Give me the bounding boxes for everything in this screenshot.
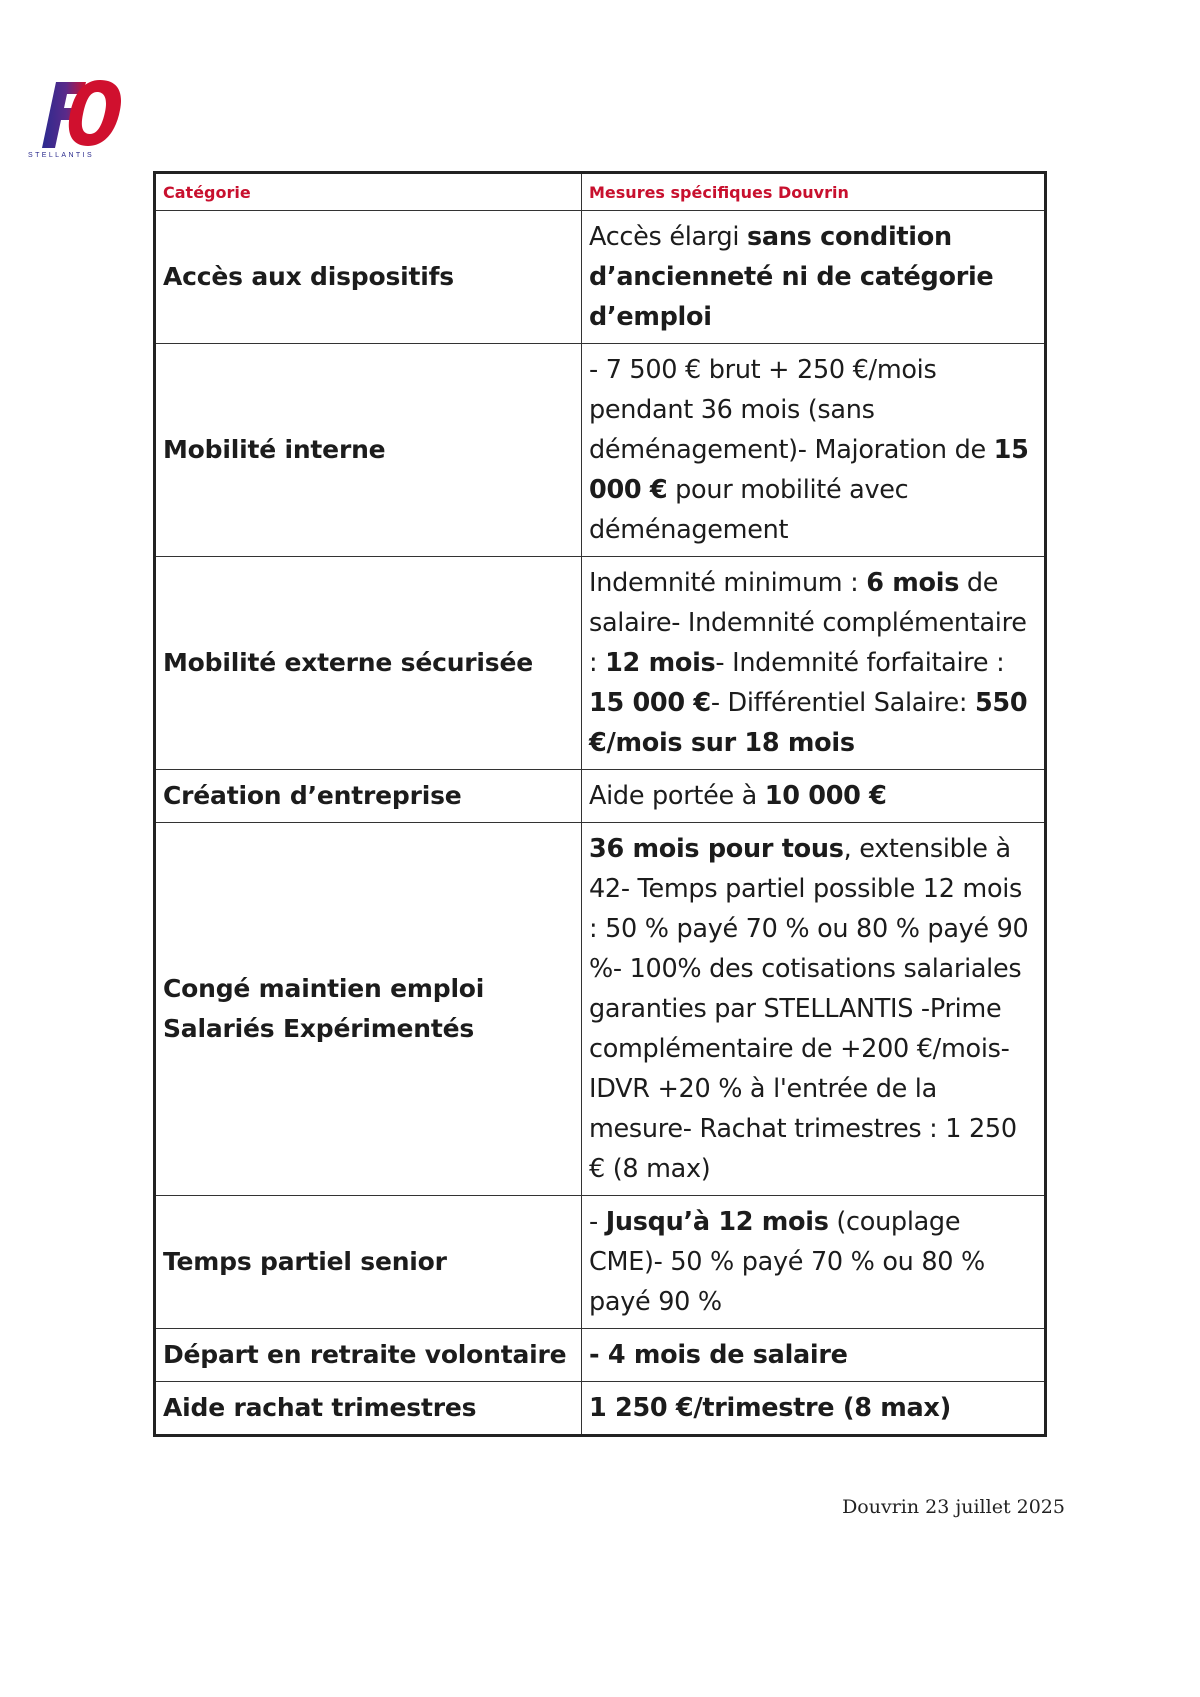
measure-text: de salaire- Indemnité complémentaire : [589,568,1027,678]
measure-cell [582,1329,1046,1382]
measure-bold-text: 36 mois pour tous [589,834,844,864]
category-cell: Mobilité interne [155,344,582,557]
measure-text: Indemnité minimum : [589,568,867,598]
measure-text: - [589,1207,606,1237]
measure-text: - 7 500 € brut + 250 €/mois pendant 36 mois (sans déménagement)- Majoration de [589,355,994,465]
measure-bold-text: 6 mois [866,568,960,598]
measure-text: , extensible à 42- Temps partiel possible 12 mois : 50 % payé 70 % ou 80 % payé 90 %- 100% des cotisations salariales garanties par STELLANTIS -Prime complémentaire de +200 €/mois- IDVR +20 % à l'entrée de la mesure- Rachat trimestres : 1 250 € (8 max) [589,834,1029,1184]
measures-table [153,171,1047,1437]
measure-cell [582,823,1046,1196]
table-row [155,1382,1046,1436]
measure-bold-text: 15 000 € [589,688,711,718]
category-cell: Départ en retraite volontaire [155,1329,582,1382]
measure-bold-text: 10 000 € [764,781,887,811]
table-row [155,1196,1046,1329]
fo-logo-icon [30,76,124,150]
measure-cell [582,770,1046,823]
fo-stellantis-logo [28,74,124,170]
measure-bold-text: 1 250 €/trimestre (8 max) [589,1393,951,1423]
measure-cell [582,1382,1046,1436]
table-row [155,557,1046,770]
measure-text: pour mobilité avec déménagement [589,475,909,545]
column-header-measures: Mesures spécifiques Douvrin [582,173,1046,211]
measure-text: Aide portée à [589,781,765,811]
measure-bold-text: 550 €/mois sur 18 mois [589,688,1028,758]
measure-bold-text: Jusqu’à 12 mois [605,1207,829,1237]
table-header-row [155,173,1046,211]
table-row [155,770,1046,823]
measure-text: - Différentiel Salaire: [710,688,975,718]
measure-bold-text: 12 mois [605,648,716,678]
measure-bold-text: 15 000 € [589,435,1029,505]
document-date: Douvrin 23 juillet 2025 [842,1496,1065,1518]
measure-cell [582,344,1046,557]
column-header-category: Catégorie [155,173,582,211]
measure-bold-text: - 4 mois de salaire [589,1340,848,1370]
logo-subtitle: STELLANTIS [28,152,95,159]
category-cell: Accès aux dispositifs [155,211,582,344]
table-row [155,344,1046,557]
measure-text: Accès élargi [589,222,748,252]
measure-text: - Indemnité forfaitaire : [715,648,1005,678]
measure-bold-text: sans condition d’ancienneté ni de catégorie d’emploi [589,222,994,332]
category-cell: Temps partiel senior [155,1196,582,1329]
table-row [155,1329,1046,1382]
measure-cell [582,1196,1046,1329]
measure-text: (couplage CME)- 50 % payé 70 % ou 80 % payé 90 % [589,1207,985,1317]
category-cell: Mobilité externe sécurisée [155,557,582,770]
table-row [155,823,1046,1196]
measure-cell [582,211,1046,344]
category-cell: Congé maintien emploi Salariés Expérimentés [155,823,582,1196]
measure-cell [582,557,1046,770]
category-cell: Aide rachat trimestres [155,1382,582,1436]
table-row [155,211,1046,344]
category-cell: Création d’entreprise [155,770,582,823]
